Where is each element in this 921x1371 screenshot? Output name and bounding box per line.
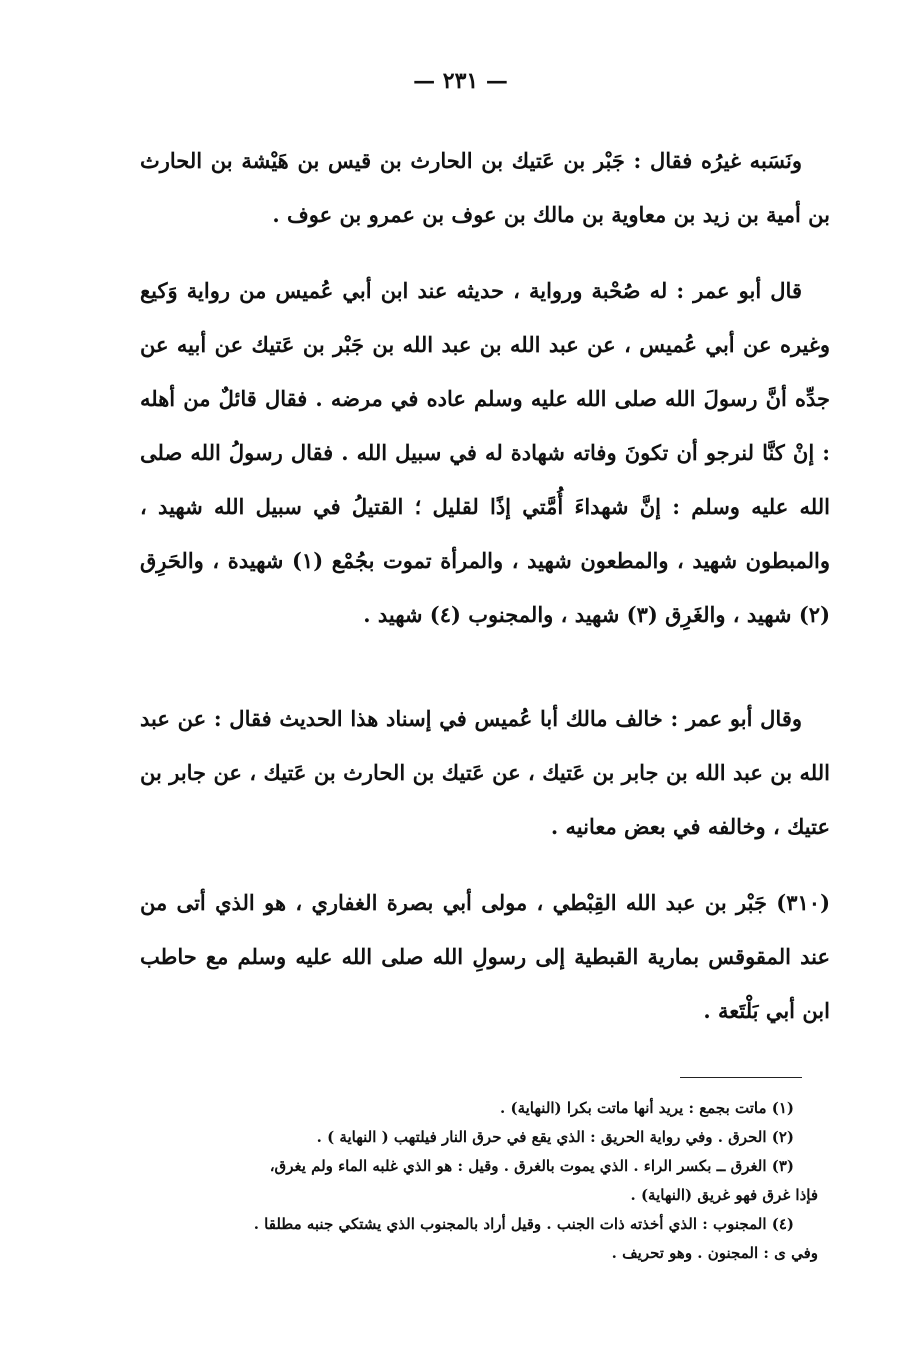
- paragraph-text: وقال أبو عمر : خالف مالك أبا عُميس في إسناد هذا الحديث فقال : عن عبد الله بن عبد الله بن جابر بن عَتيك ، عن عَتيك بن الحارث بن عَتيك ، عن جابر بن عتيك ، وخالفه في بعض معانيه .: [140, 706, 830, 839]
- paragraph-entry-310: [140, 876, 830, 1038]
- footnote-3-continued: فإذا غرق فهو غريق (النهاية) .: [630, 1186, 818, 1204]
- footnote-1: (١) ماتت بجمع : يريد أنها ماتت بكرا (النهاية) .: [500, 1099, 794, 1117]
- footnote-4: (٤) المجنوب : الذي أخذته ذات الجنب . وقيل أراد بالمجنوب الذي يشتكي جنبه مطلقا .: [253, 1215, 794, 1233]
- paragraph-text: (٣١٠) جَبْر بن عبد الله القِبْطي ، مولى أبي بصرة الغفاري ، هو الذي أتى من عند المقوقس بمارية القبطية إلى رسولِ الله صلى الله عليه وسلم مع حاطب ابن أبي بَلْتَعة .: [140, 890, 830, 1023]
- paragraph-lineage: [140, 134, 830, 242]
- paragraph-isnad-note: [140, 692, 830, 854]
- paragraph-text: ونَسَبه غيرُه فقال : جَبْر بن عَتيك بن الحارث بن قيس بن هَيْشة بن الحارث بن أمية بن زيد بن معاوية بن مالك بن عوف بن عمرو بن عوف .: [140, 148, 830, 227]
- footnote-3: (٣) الغرق ــ بكسر الراء . الذي يموت بالغرق . وقيل : هو الذي غلبه الماء ولم يغرق،: [269, 1157, 794, 1175]
- paragraph-text: قال أبو عمر : له صُحْبة ورواية ، حديثه عند ابن أبي عُميس من رواية وَكيع وغيره عن أبي عُميس ، عن عبد الله بن عبد الله بن جَبْر بن عَتيك عن أبيه عن جدِّه أنَّ رسولَ الله صلى الله عليه وسلم عاده في مرضه . فقال قائلٌ من أهله : إنْ كنَّا لنرجو أن تكونَ وفاته شهادة له في سبيل الله . فقال رسولُ الله صلى الله عليه وسلم : إنَّ شهداءَ أُمَّتي إذًا لقليل ؛ القتيلُ في سبيل الله شهيد ، والمبطون شهيد ، والمطعون شهيد ، والمرأة تموت بجُمْع (١) شهيدة ، والحَرِق (٢) شهيد ، والغَرِق (٣) شهيد ، والمجنوب (٤) شهيد .: [140, 278, 830, 627]
- footnote-divider: [680, 1077, 802, 1078]
- paragraph-hadith: [140, 264, 830, 642]
- footnote-4-continued: وفي ى : المجنون . وهو تحريف .: [611, 1244, 818, 1262]
- page-number: — ٢٣١ —: [413, 68, 508, 94]
- footnote-2: (٢) الحرق . وفي رواية الحريق : الذي يقع في حرق النار فيلتهب ( النهاية ) .: [316, 1128, 794, 1146]
- footnotes: [130, 1094, 818, 1268]
